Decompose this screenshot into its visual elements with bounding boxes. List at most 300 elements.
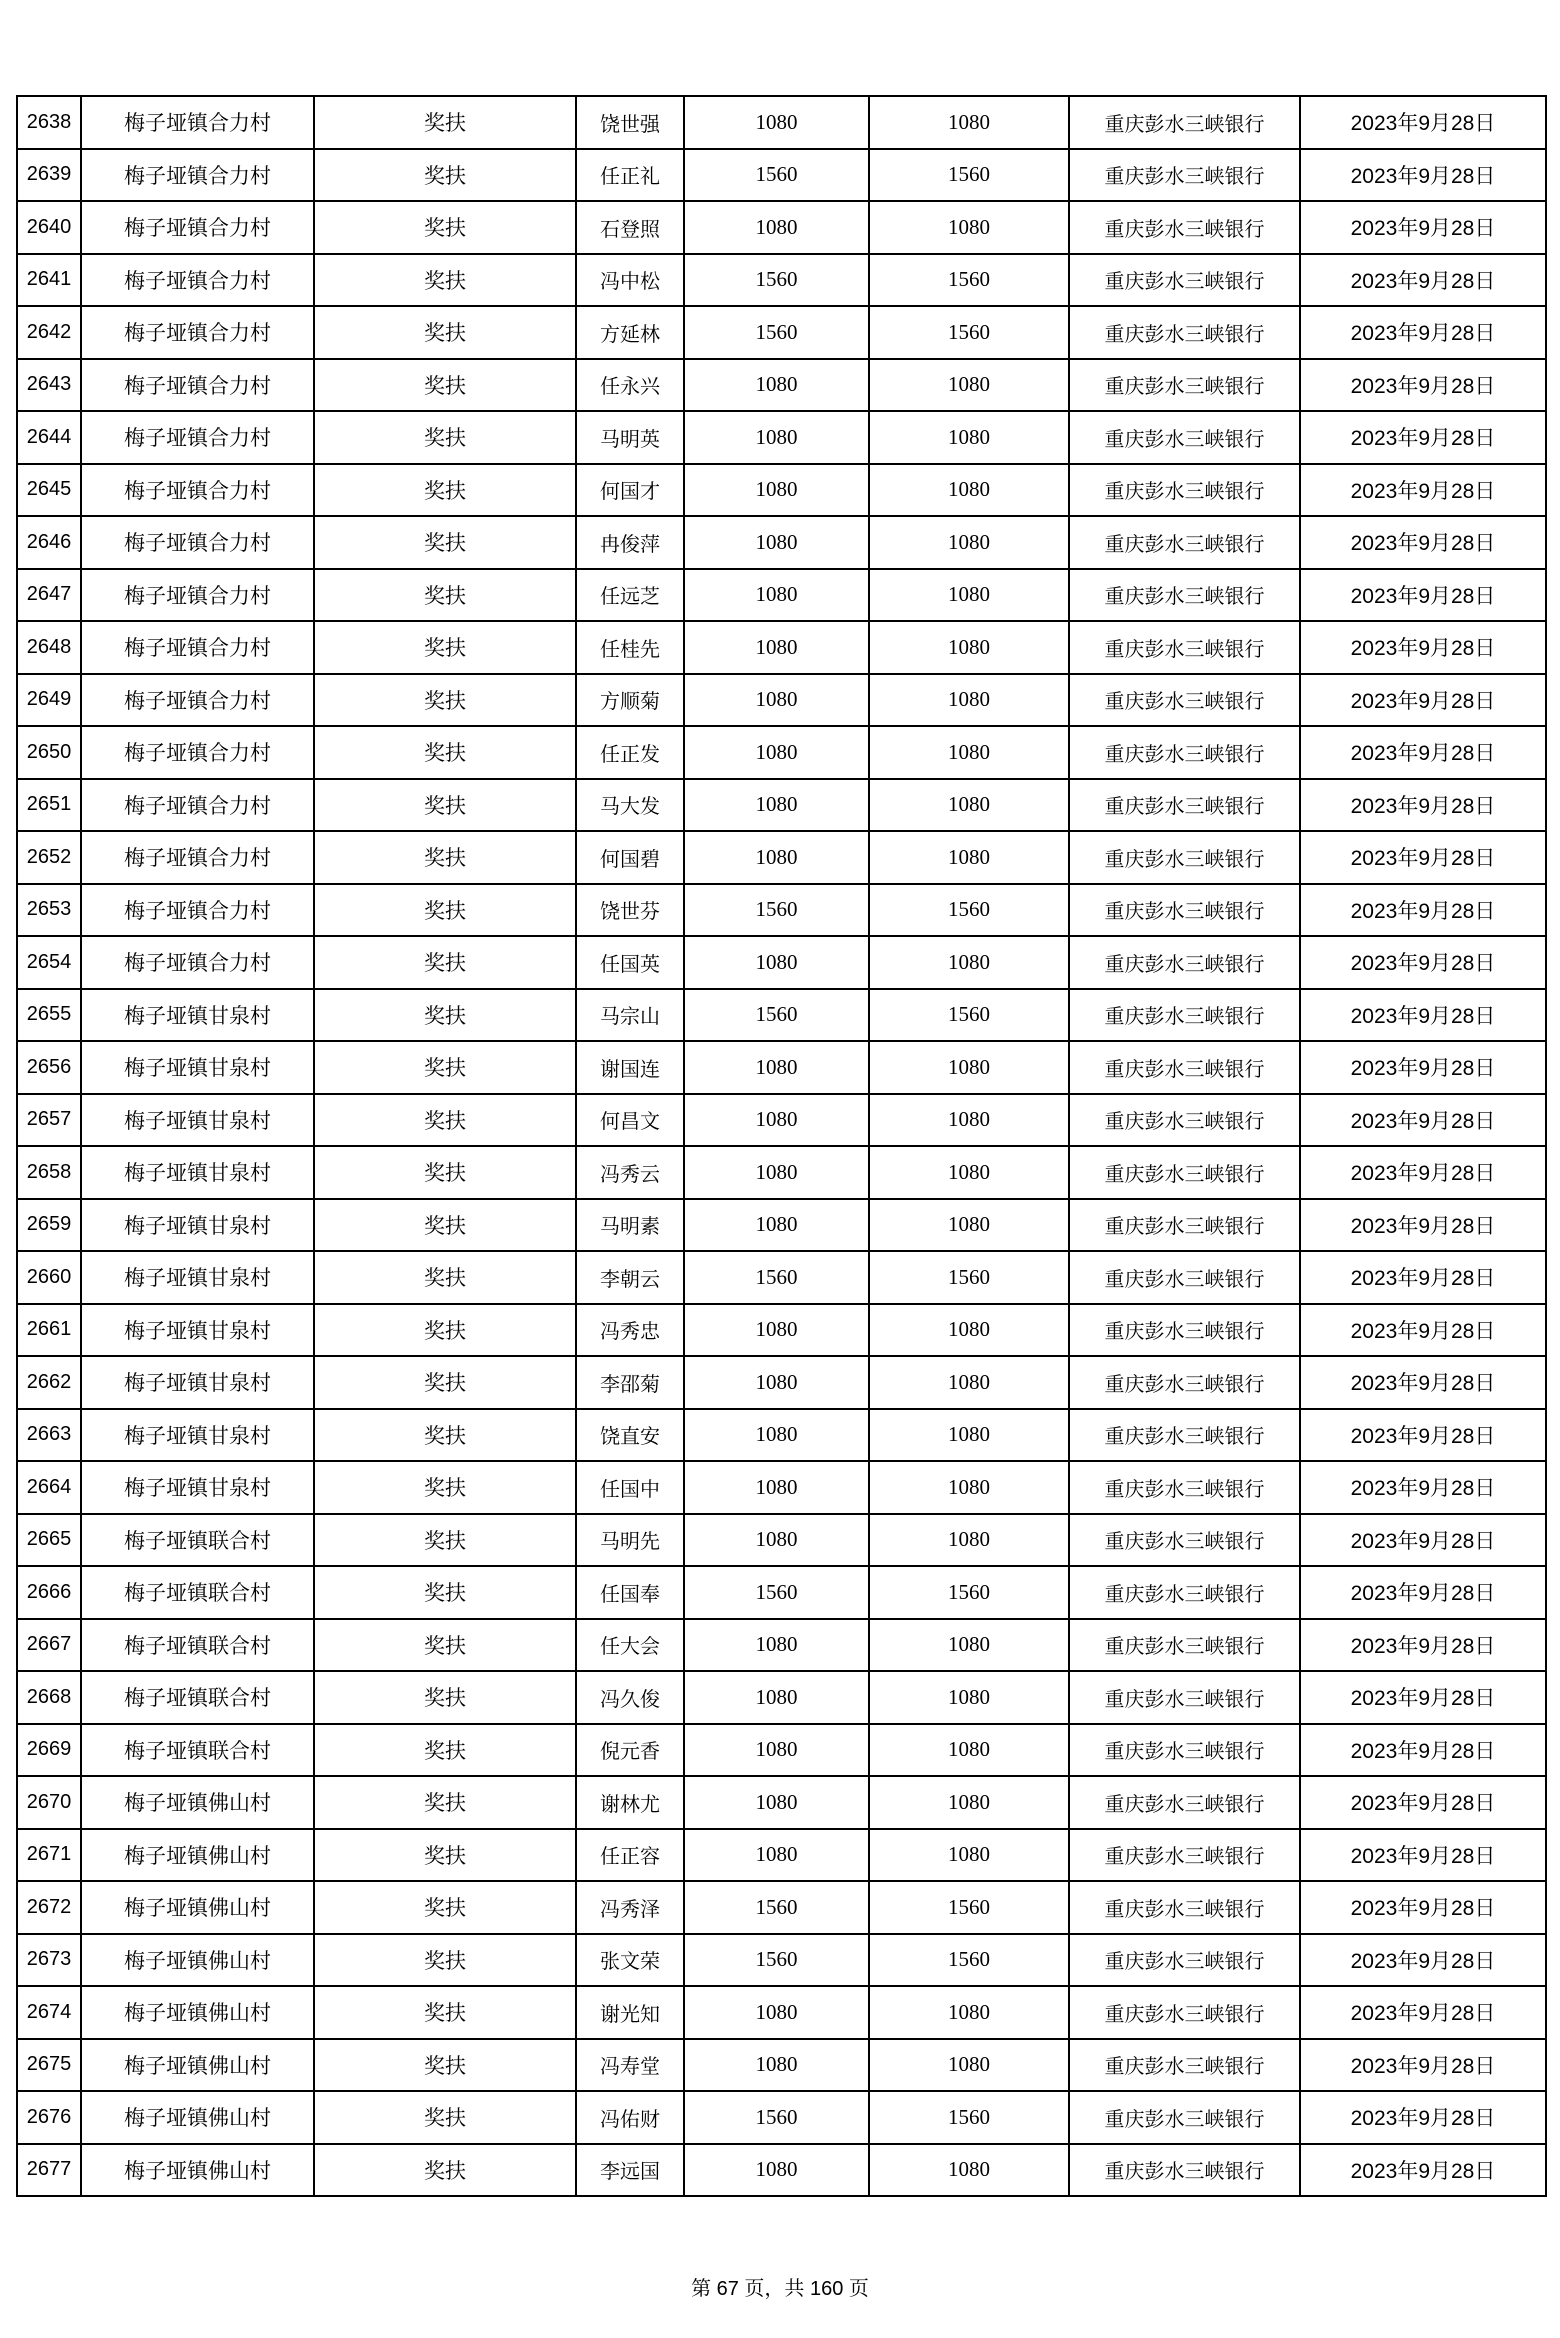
table-row <box>17 464 1546 517</box>
date-cell: 2023年9月28日 <box>1300 1199 1546 1252</box>
bank-cell: 重庆彭水三峡银行 <box>1069 96 1300 149</box>
table-row <box>17 1881 1546 1934</box>
village-cell: 梅子垭镇甘泉村 <box>81 1356 314 1409</box>
bank-cell: 重庆彭水三峡银行 <box>1069 1146 1300 1199</box>
table-body <box>17 96 1546 2196</box>
village-cell: 梅子垭镇佛山村 <box>81 2091 314 2144</box>
category-cell: 奖扶 <box>314 1671 576 1724</box>
person-name-cell: 马明素 <box>576 1199 684 1252</box>
person-name-cell: 马明先 <box>576 1514 684 1567</box>
bank-cell: 重庆彭水三峡银行 <box>1069 1881 1300 1934</box>
person-name-cell: 马大发 <box>576 779 684 832</box>
row-number-cell: 2658 <box>17 1146 81 1199</box>
date-cell: 2023年9月28日 <box>1300 306 1546 359</box>
village-cell: 梅子垭镇甘泉村 <box>81 1409 314 1462</box>
category-cell: 奖扶 <box>314 1041 576 1094</box>
table-row <box>17 516 1546 569</box>
date-cell: 2023年9月28日 <box>1300 2091 1546 2144</box>
row-number-cell: 2645 <box>17 464 81 517</box>
amount-issued-cell: 1080 <box>684 464 869 517</box>
row-number-cell: 2655 <box>17 989 81 1042</box>
table-row <box>17 936 1546 989</box>
bank-cell: 重庆彭水三峡银行 <box>1069 884 1300 937</box>
amount-confirmed-cell: 1080 <box>869 1356 1069 1409</box>
person-name-cell: 任正容 <box>576 1829 684 1882</box>
row-number-cell: 2644 <box>17 411 81 464</box>
category-cell: 奖扶 <box>314 1461 576 1514</box>
bank-cell: 重庆彭水三峡银行 <box>1069 1986 1300 2039</box>
bank-cell: 重庆彭水三峡银行 <box>1069 464 1300 517</box>
person-name-cell: 任正礼 <box>576 149 684 202</box>
bank-cell: 重庆彭水三峡银行 <box>1069 1461 1300 1514</box>
village-cell: 梅子垭镇合力村 <box>81 306 314 359</box>
date-cell: 2023年9月28日 <box>1300 674 1546 727</box>
village-cell: 梅子垭镇合力村 <box>81 621 314 674</box>
row-number-cell: 2664 <box>17 1461 81 1514</box>
amount-confirmed-cell: 1080 <box>869 411 1069 464</box>
row-number-cell: 2652 <box>17 831 81 884</box>
amount-issued-cell: 1080 <box>684 96 869 149</box>
row-number-cell: 2667 <box>17 1619 81 1672</box>
date-cell: 2023年9月28日 <box>1300 1409 1546 1462</box>
table-row <box>17 1724 1546 1777</box>
village-cell: 梅子垭镇合力村 <box>81 359 314 412</box>
bank-cell: 重庆彭水三峡银行 <box>1069 1304 1300 1357</box>
row-number-cell: 2661 <box>17 1304 81 1357</box>
row-number-cell: 2659 <box>17 1199 81 1252</box>
category-cell: 奖扶 <box>314 621 576 674</box>
category-cell: 奖扶 <box>314 359 576 412</box>
amount-confirmed-cell: 1080 <box>869 2144 1069 2197</box>
amount-issued-cell: 1080 <box>684 1199 869 1252</box>
amount-confirmed-cell: 1080 <box>869 621 1069 674</box>
village-cell: 梅子垭镇甘泉村 <box>81 1094 314 1147</box>
amount-confirmed-cell: 1080 <box>869 674 1069 727</box>
date-cell: 2023年9月28日 <box>1300 254 1546 307</box>
amount-issued-cell: 1080 <box>684 359 869 412</box>
amount-issued-cell: 1080 <box>684 1461 869 1514</box>
amount-issued-cell: 1080 <box>684 936 869 989</box>
amount-issued-cell: 1080 <box>684 1619 869 1672</box>
amount-issued-cell: 1080 <box>684 1986 869 2039</box>
amount-issued-cell: 1560 <box>684 1251 869 1304</box>
date-cell: 2023年9月28日 <box>1300 1776 1546 1829</box>
date-cell: 2023年9月28日 <box>1300 989 1546 1042</box>
row-number-cell: 2660 <box>17 1251 81 1304</box>
table-row <box>17 201 1546 254</box>
bank-cell: 重庆彭水三峡银行 <box>1069 726 1300 779</box>
amount-issued-cell: 1080 <box>684 1671 869 1724</box>
row-number-cell: 2662 <box>17 1356 81 1409</box>
person-name-cell: 何国才 <box>576 464 684 517</box>
amount-confirmed-cell: 1080 <box>869 1409 1069 1462</box>
date-cell: 2023年9月28日 <box>1300 569 1546 622</box>
bank-cell: 重庆彭水三峡银行 <box>1069 1724 1300 1777</box>
row-number-cell: 2638 <box>17 96 81 149</box>
amount-issued-cell: 1560 <box>684 149 869 202</box>
row-number-cell: 2648 <box>17 621 81 674</box>
amount-issued-cell: 1080 <box>684 1146 869 1199</box>
person-name-cell: 冯秀云 <box>576 1146 684 1199</box>
village-cell: 梅子垭镇甘泉村 <box>81 1251 314 1304</box>
table-row <box>17 1041 1546 1094</box>
amount-confirmed-cell: 1560 <box>869 1934 1069 1987</box>
bank-cell: 重庆彭水三峡银行 <box>1069 569 1300 622</box>
person-name-cell: 任桂先 <box>576 621 684 674</box>
amount-confirmed-cell: 1560 <box>869 884 1069 937</box>
person-name-cell: 任国奉 <box>576 1566 684 1619</box>
row-number-cell: 2656 <box>17 1041 81 1094</box>
bank-cell: 重庆彭水三峡银行 <box>1069 1251 1300 1304</box>
date-cell: 2023年9月28日 <box>1300 1619 1546 1672</box>
bank-cell: 重庆彭水三峡银行 <box>1069 2144 1300 2197</box>
amount-issued-cell: 1080 <box>684 1304 869 1357</box>
village-cell: 梅子垭镇合力村 <box>81 464 314 517</box>
amount-issued-cell: 1560 <box>684 254 869 307</box>
category-cell: 奖扶 <box>314 1724 576 1777</box>
category-cell: 奖扶 <box>314 306 576 359</box>
amount-confirmed-cell: 1560 <box>869 254 1069 307</box>
table-row <box>17 411 1546 464</box>
amount-confirmed-cell: 1080 <box>869 936 1069 989</box>
amount-confirmed-cell: 1080 <box>869 1094 1069 1147</box>
person-name-cell: 方延林 <box>576 306 684 359</box>
person-name-cell: 石登照 <box>576 201 684 254</box>
amount-confirmed-cell: 1080 <box>869 1829 1069 1882</box>
person-name-cell: 任永兴 <box>576 359 684 412</box>
amount-issued-cell: 1080 <box>684 2039 869 2092</box>
amount-confirmed-cell: 1080 <box>869 1724 1069 1777</box>
person-name-cell: 冯秀忠 <box>576 1304 684 1357</box>
row-number-cell: 2677 <box>17 2144 81 2197</box>
village-cell: 梅子垭镇佛山村 <box>81 1776 314 1829</box>
amount-issued-cell: 1080 <box>684 1724 869 1777</box>
date-cell: 2023年9月28日 <box>1300 359 1546 412</box>
category-cell: 奖扶 <box>314 1304 576 1357</box>
table-row <box>17 1251 1546 1304</box>
amount-issued-cell: 1560 <box>684 884 869 937</box>
amount-confirmed-cell: 1080 <box>869 1986 1069 2039</box>
amount-issued-cell: 1080 <box>684 1041 869 1094</box>
category-cell: 奖扶 <box>314 831 576 884</box>
person-name-cell: 谢光知 <box>576 1986 684 2039</box>
bank-cell: 重庆彭水三峡银行 <box>1069 149 1300 202</box>
row-number-cell: 2642 <box>17 306 81 359</box>
category-cell: 奖扶 <box>314 989 576 1042</box>
village-cell: 梅子垭镇甘泉村 <box>81 1041 314 1094</box>
table-row <box>17 1566 1546 1619</box>
village-cell: 梅子垭镇佛山村 <box>81 1829 314 1882</box>
amount-issued-cell: 1080 <box>684 831 869 884</box>
amount-confirmed-cell: 1080 <box>869 1671 1069 1724</box>
amount-issued-cell: 1560 <box>684 1566 869 1619</box>
bank-cell: 重庆彭水三峡银行 <box>1069 1094 1300 1147</box>
bank-cell: 重庆彭水三峡银行 <box>1069 674 1300 727</box>
row-number-cell: 2641 <box>17 254 81 307</box>
amount-issued-cell: 1080 <box>684 1409 869 1462</box>
row-number-cell: 2676 <box>17 2091 81 2144</box>
date-cell: 2023年9月28日 <box>1300 1881 1546 1934</box>
bank-cell: 重庆彭水三峡银行 <box>1069 1409 1300 1462</box>
bank-cell: 重庆彭水三峡银行 <box>1069 1829 1300 1882</box>
village-cell: 梅子垭镇合力村 <box>81 411 314 464</box>
amount-confirmed-cell: 1080 <box>869 831 1069 884</box>
date-cell: 2023年9月28日 <box>1300 1934 1546 1987</box>
amount-confirmed-cell: 1560 <box>869 149 1069 202</box>
bank-cell: 重庆彭水三峡银行 <box>1069 989 1300 1042</box>
table-row <box>17 254 1546 307</box>
page-footer: 第 67 页，共 160 页 <box>691 2278 869 2300</box>
date-cell: 2023年9月28日 <box>1300 1829 1546 1882</box>
amount-confirmed-cell: 1080 <box>869 726 1069 779</box>
bank-cell: 重庆彭水三峡银行 <box>1069 1041 1300 1094</box>
category-cell: 奖扶 <box>314 2091 576 2144</box>
amount-confirmed-cell: 1080 <box>869 2039 1069 2092</box>
amount-issued-cell: 1080 <box>684 674 869 727</box>
date-cell: 2023年9月28日 <box>1300 621 1546 674</box>
village-cell: 梅子垭镇合力村 <box>81 884 314 937</box>
amount-issued-cell: 1080 <box>684 621 869 674</box>
person-name-cell: 马宗山 <box>576 989 684 1042</box>
village-cell: 梅子垭镇合力村 <box>81 254 314 307</box>
person-name-cell: 饶直安 <box>576 1409 684 1462</box>
category-cell: 奖扶 <box>314 1356 576 1409</box>
bank-cell: 重庆彭水三峡银行 <box>1069 411 1300 464</box>
table-row <box>17 149 1546 202</box>
category-cell: 奖扶 <box>314 1199 576 1252</box>
amount-confirmed-cell: 1080 <box>869 1514 1069 1567</box>
bank-cell: 重庆彭水三峡银行 <box>1069 306 1300 359</box>
village-cell: 梅子垭镇甘泉村 <box>81 989 314 1042</box>
amount-issued-cell: 1080 <box>684 1776 869 1829</box>
village-cell: 梅子垭镇合力村 <box>81 779 314 832</box>
amount-issued-cell: 1080 <box>684 1514 869 1567</box>
category-cell: 奖扶 <box>314 2144 576 2197</box>
table-row <box>17 989 1546 1042</box>
category-cell: 奖扶 <box>314 149 576 202</box>
table-row <box>17 1461 1546 1514</box>
table-row <box>17 1356 1546 1409</box>
amount-issued-cell: 1080 <box>684 726 869 779</box>
category-cell: 奖扶 <box>314 936 576 989</box>
category-cell: 奖扶 <box>314 201 576 254</box>
village-cell: 梅子垭镇佛山村 <box>81 1934 314 1987</box>
category-cell: 奖扶 <box>314 1514 576 1567</box>
category-cell: 奖扶 <box>314 1409 576 1462</box>
row-number-cell: 2649 <box>17 674 81 727</box>
category-cell: 奖扶 <box>314 1094 576 1147</box>
row-number-cell: 2657 <box>17 1094 81 1147</box>
row-number-cell: 2668 <box>17 1671 81 1724</box>
category-cell: 奖扶 <box>314 1986 576 2039</box>
table-row <box>17 884 1546 937</box>
table-row <box>17 2039 1546 2092</box>
village-cell: 梅子垭镇联合村 <box>81 1514 314 1567</box>
table-row <box>17 1986 1546 2039</box>
date-cell: 2023年9月28日 <box>1300 1514 1546 1567</box>
person-name-cell: 何昌文 <box>576 1094 684 1147</box>
date-cell: 2023年9月28日 <box>1300 1304 1546 1357</box>
table-row <box>17 1409 1546 1462</box>
bank-cell: 重庆彭水三峡银行 <box>1069 1619 1300 1672</box>
village-cell: 梅子垭镇联合村 <box>81 1724 314 1777</box>
category-cell: 奖扶 <box>314 1146 576 1199</box>
person-name-cell: 谢林尤 <box>576 1776 684 1829</box>
person-name-cell: 张文荣 <box>576 1934 684 1987</box>
table-row <box>17 1776 1546 1829</box>
amount-confirmed-cell: 1560 <box>869 1251 1069 1304</box>
table-row <box>17 1829 1546 1882</box>
amount-issued-cell: 1080 <box>684 1094 869 1147</box>
date-cell: 2023年9月28日 <box>1300 516 1546 569</box>
date-cell: 2023年9月28日 <box>1300 96 1546 149</box>
category-cell: 奖扶 <box>314 1566 576 1619</box>
category-cell: 奖扶 <box>314 2039 576 2092</box>
amount-issued-cell: 1080 <box>684 1829 869 1882</box>
amount-confirmed-cell: 1080 <box>869 96 1069 149</box>
date-cell: 2023年9月28日 <box>1300 1566 1546 1619</box>
date-cell: 2023年9月28日 <box>1300 464 1546 517</box>
village-cell: 梅子垭镇甘泉村 <box>81 1199 314 1252</box>
village-cell: 梅子垭镇合力村 <box>81 936 314 989</box>
bank-cell: 重庆彭水三峡银行 <box>1069 516 1300 569</box>
amount-issued-cell: 1080 <box>684 411 869 464</box>
table-row <box>17 1146 1546 1199</box>
village-cell: 梅子垭镇甘泉村 <box>81 1461 314 1514</box>
person-name-cell: 冯佑财 <box>576 2091 684 2144</box>
table-row <box>17 2144 1546 2197</box>
village-cell: 梅子垭镇联合村 <box>81 1671 314 1724</box>
date-cell: 2023年9月28日 <box>1300 2039 1546 2092</box>
bank-cell: 重庆彭水三峡银行 <box>1069 831 1300 884</box>
table-row <box>17 831 1546 884</box>
amount-confirmed-cell: 1080 <box>869 1619 1069 1672</box>
category-cell: 奖扶 <box>314 464 576 517</box>
person-name-cell: 何国碧 <box>576 831 684 884</box>
category-cell: 奖扶 <box>314 569 576 622</box>
date-cell: 2023年9月28日 <box>1300 149 1546 202</box>
row-number-cell: 2672 <box>17 1881 81 1934</box>
amount-confirmed-cell: 1080 <box>869 1304 1069 1357</box>
table-row <box>17 1199 1546 1252</box>
village-cell: 梅子垭镇合力村 <box>81 831 314 884</box>
row-number-cell: 2670 <box>17 1776 81 1829</box>
table-row <box>17 359 1546 412</box>
category-cell: 奖扶 <box>314 674 576 727</box>
row-number-cell: 2646 <box>17 516 81 569</box>
person-name-cell: 任国英 <box>576 936 684 989</box>
table-row <box>17 674 1546 727</box>
amount-confirmed-cell: 1080 <box>869 1461 1069 1514</box>
amount-confirmed-cell: 1560 <box>869 1566 1069 1619</box>
amount-issued-cell: 1560 <box>684 1934 869 1987</box>
bank-cell: 重庆彭水三峡银行 <box>1069 779 1300 832</box>
village-cell: 梅子垭镇甘泉村 <box>81 1146 314 1199</box>
person-name-cell: 冯久俊 <box>576 1671 684 1724</box>
village-cell: 梅子垭镇合力村 <box>81 516 314 569</box>
row-number-cell: 2654 <box>17 936 81 989</box>
village-cell: 梅子垭镇佛山村 <box>81 1881 314 1934</box>
person-name-cell: 李朝云 <box>576 1251 684 1304</box>
row-number-cell: 2650 <box>17 726 81 779</box>
amount-issued-cell: 1560 <box>684 1881 869 1934</box>
category-cell: 奖扶 <box>314 254 576 307</box>
amount-issued-cell: 1560 <box>684 306 869 359</box>
date-cell: 2023年9月28日 <box>1300 1356 1546 1409</box>
date-cell: 2023年9月28日 <box>1300 1724 1546 1777</box>
date-cell: 2023年9月28日 <box>1300 1094 1546 1147</box>
amount-issued-cell: 1080 <box>684 2144 869 2197</box>
bank-cell: 重庆彭水三峡银行 <box>1069 621 1300 674</box>
row-number-cell: 2653 <box>17 884 81 937</box>
amount-confirmed-cell: 1080 <box>869 569 1069 622</box>
date-cell: 2023年9月28日 <box>1300 1986 1546 2039</box>
row-number-cell: 2675 <box>17 2039 81 2092</box>
amount-confirmed-cell: 1080 <box>869 464 1069 517</box>
row-number-cell: 2643 <box>17 359 81 412</box>
row-number-cell: 2665 <box>17 1514 81 1567</box>
amount-confirmed-cell: 1080 <box>869 779 1069 832</box>
bank-cell: 重庆彭水三峡银行 <box>1069 2039 1300 2092</box>
category-cell: 奖扶 <box>314 96 576 149</box>
table-row <box>17 1304 1546 1357</box>
bank-cell: 重庆彭水三峡银行 <box>1069 1776 1300 1829</box>
person-name-cell: 任正发 <box>576 726 684 779</box>
date-cell: 2023年9月28日 <box>1300 1041 1546 1094</box>
person-name-cell: 倪元香 <box>576 1724 684 1777</box>
row-number-cell: 2651 <box>17 779 81 832</box>
row-number-cell: 2663 <box>17 1409 81 1462</box>
village-cell: 梅子垭镇合力村 <box>81 96 314 149</box>
person-name-cell: 冉俊萍 <box>576 516 684 569</box>
row-number-cell: 2674 <box>17 1986 81 2039</box>
person-name-cell: 马明英 <box>576 411 684 464</box>
amount-confirmed-cell: 1080 <box>869 516 1069 569</box>
date-cell: 2023年9月28日 <box>1300 201 1546 254</box>
amount-issued-cell: 1560 <box>684 2091 869 2144</box>
date-cell: 2023年9月28日 <box>1300 1251 1546 1304</box>
village-cell: 梅子垭镇合力村 <box>81 569 314 622</box>
date-cell: 2023年9月28日 <box>1300 1461 1546 1514</box>
row-number-cell: 2666 <box>17 1566 81 1619</box>
amount-confirmed-cell: 1080 <box>869 1146 1069 1199</box>
bank-cell: 重庆彭水三峡银行 <box>1069 1934 1300 1987</box>
reward-subsidy-table <box>16 95 1547 2197</box>
amount-confirmed-cell: 1560 <box>869 989 1069 1042</box>
village-cell: 梅子垭镇合力村 <box>81 726 314 779</box>
row-number-cell: 2640 <box>17 201 81 254</box>
row-number-cell: 2671 <box>17 1829 81 1882</box>
amount-issued-cell: 1080 <box>684 1356 869 1409</box>
bank-cell: 重庆彭水三峡银行 <box>1069 1199 1300 1252</box>
category-cell: 奖扶 <box>314 1934 576 1987</box>
row-number-cell: 2647 <box>17 569 81 622</box>
village-cell: 梅子垭镇佛山村 <box>81 2144 314 2197</box>
date-cell: 2023年9月28日 <box>1300 936 1546 989</box>
village-cell: 梅子垭镇合力村 <box>81 674 314 727</box>
amount-issued-cell: 1080 <box>684 779 869 832</box>
person-name-cell: 冯寿堂 <box>576 2039 684 2092</box>
table-row <box>17 779 1546 832</box>
person-name-cell: 李远国 <box>576 2144 684 2197</box>
amount-confirmed-cell: 1080 <box>869 1041 1069 1094</box>
bank-cell: 重庆彭水三峡银行 <box>1069 936 1300 989</box>
category-cell: 奖扶 <box>314 726 576 779</box>
table-row <box>17 726 1546 779</box>
village-cell: 梅子垭镇合力村 <box>81 201 314 254</box>
category-cell: 奖扶 <box>314 1776 576 1829</box>
bank-cell: 重庆彭水三峡银行 <box>1069 1356 1300 1409</box>
